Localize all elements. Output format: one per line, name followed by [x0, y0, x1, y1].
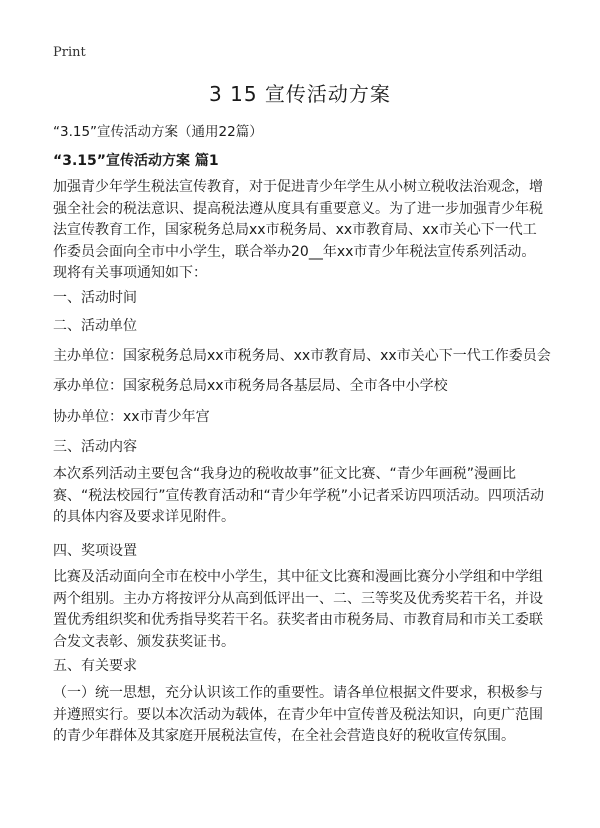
- heading-activity-time: 一、活动时间: [53, 290, 137, 306]
- heading-activity-unit: 二、活动单位: [53, 318, 137, 334]
- intro-paragraph: 加强青少年学生税法宣传教育，对于促进青少年学生从小树立税收法治观念，增强全社会的税法意识、提高税法遵从度具有重要意义。为了进一步加强青少年税法宣传教育工作，国家税务总局xx市税务局、xx市教育局、xx市关心下一代工作委员会面向全市中小学生，联合举办20__年xx市青少年税法宣传系列活动。现将有关事项通知如下：: [53, 179, 543, 281]
- document-title: 3 15 宣传活动方案: [209, 82, 391, 106]
- heading-awards: 四、奖项设置: [53, 543, 137, 559]
- awards-paragraph: 比赛及活动面向全市在校中小学生，其中征文比赛和漫画比赛分小学组和中学组两个组别。主办方将按评分从高到低评出一、二、三等奖及优秀奖若干名，并设置优秀组织奖和优秀指导奖若干名。获奖者由市税务局、市教育局和市关工委联合发文表彰、颁发获奖证书。: [53, 569, 543, 650]
- section-title: “3.15”宣传活动方案 篇1: [53, 153, 219, 169]
- assist-unit-line: 协办单位：xx市青少年宫: [53, 409, 210, 425]
- heading-requirements: 五、有关要求: [53, 658, 137, 674]
- host-unit-line: 主办单位：国家税务总局xx市税务局、xx市教育局、xx市关心下一代工作委员会: [53, 348, 551, 364]
- requirement-paragraph: （一）统一思想，充分认识该工作的重要性。请各单位根据文件要求，积极参与并遵照实行。要以本次活动为载体，在青少年中宣传普及税法知识，向更广范围的青少年群体及其家庭开展税法宣传，在全社会营造良好的税收宣传氛围。: [53, 685, 543, 744]
- document-subtitle: “3.15”宣传活动方案（通用22篇）: [53, 124, 263, 140]
- content-paragraph: 本次系列活动主要包含“我身边的税收故事”征文比赛、“青少年画税”漫画比赛、“税法校园行”宣传教育活动和“青少年学税”小记者采访四项活动。四项活动的具体内容及要求详见附件。: [53, 466, 545, 525]
- heading-activity-content: 三、活动内容: [53, 439, 137, 455]
- organizer-unit-line: 承办单位：国家税务总局xx市税务局各基层局、全市各中小学校: [53, 378, 448, 394]
- print-label: Print: [53, 45, 86, 60]
